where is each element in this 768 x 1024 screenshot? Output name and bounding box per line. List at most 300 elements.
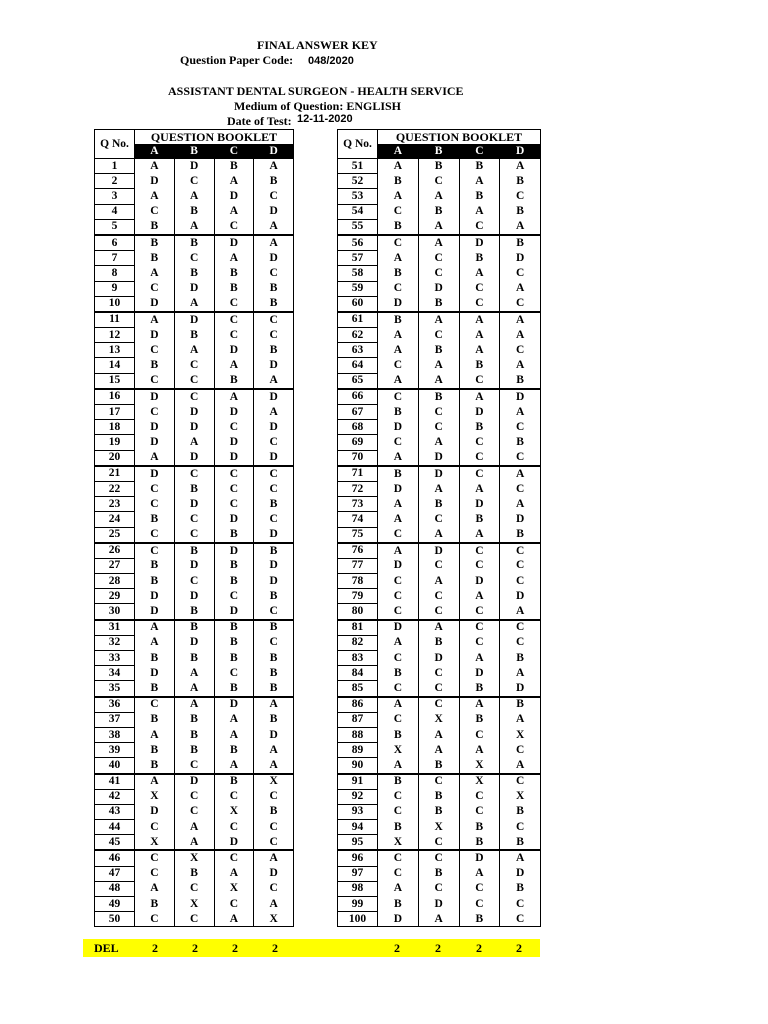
question-number: 22 [95, 481, 135, 496]
answer-b: A [174, 296, 214, 312]
answer-d: C [254, 635, 294, 650]
question-number: 62 [338, 328, 378, 343]
table-row [95, 835, 294, 851]
answer-a: A [378, 543, 419, 559]
answer-c: B [459, 681, 500, 697]
answer-d: C [500, 743, 541, 758]
answer-a: B [135, 219, 175, 235]
answer-a: C [378, 681, 419, 697]
table-row [95, 620, 294, 636]
question-number: 21 [95, 466, 135, 482]
answer-b: B [418, 635, 459, 650]
answer-b: B [174, 866, 214, 881]
answer-a: C [378, 389, 419, 405]
answer-c: D [214, 835, 254, 851]
answer-d: A [500, 850, 541, 866]
question-number: 89 [338, 743, 378, 758]
answer-c: B [214, 651, 254, 666]
answer-c: A [214, 251, 254, 266]
table-row [95, 804, 294, 819]
question-number: 27 [95, 558, 135, 573]
answer-a: A [378, 450, 419, 466]
answer-d: C [500, 420, 541, 435]
del-left-d: 2 [272, 941, 278, 955]
answer-d: X [254, 912, 294, 927]
answer-b: D [174, 497, 214, 512]
question-number: 79 [338, 589, 378, 604]
question-number: 86 [338, 697, 378, 713]
answer-c: B [459, 820, 500, 835]
answer-b: B [418, 758, 459, 774]
answer-c: D [214, 405, 254, 420]
table-row [95, 774, 294, 790]
answer-d: D [254, 527, 294, 543]
answer-b: X [418, 820, 459, 835]
answer-d: C [254, 328, 294, 343]
question-number: 82 [338, 635, 378, 650]
answer-c: C [459, 558, 500, 573]
answer-b: C [418, 251, 459, 266]
answer-d: D [500, 866, 541, 881]
answer-b: D [174, 420, 214, 435]
table-row [95, 651, 294, 666]
question-number: 19 [95, 435, 135, 450]
table-row [338, 189, 541, 204]
answer-d: B [500, 373, 541, 389]
table-row [95, 635, 294, 650]
answer-c: A [459, 312, 500, 328]
table-row [95, 758, 294, 774]
question-number: 26 [95, 543, 135, 559]
table-row [338, 758, 541, 774]
answer-a: B [135, 558, 175, 573]
answer-d: A [254, 373, 294, 389]
table-row [338, 405, 541, 420]
del-right-d: 2 [516, 941, 522, 955]
answer-c: C [459, 804, 500, 819]
answer-b: D [174, 589, 214, 604]
answer-d: B [254, 543, 294, 559]
answer-c: X [459, 758, 500, 774]
answer-d: B [254, 281, 294, 296]
answer-a: C [135, 912, 175, 927]
answer-b: D [174, 405, 214, 420]
answer-d: A [500, 219, 541, 235]
table-row [95, 527, 294, 543]
table-row [95, 497, 294, 512]
answer-d: A [500, 358, 541, 373]
answer-a: A [135, 881, 175, 896]
answer-d: A [500, 159, 541, 174]
table-row [95, 358, 294, 373]
question-number: 57 [338, 251, 378, 266]
paper-code-label: Question Paper Code: [180, 53, 294, 67]
answer-b: B [418, 497, 459, 512]
answer-c: D [214, 435, 254, 450]
answer-c: D [214, 450, 254, 466]
table-row [95, 219, 294, 235]
answer-d: C [500, 343, 541, 358]
column-c: C [214, 145, 254, 159]
answer-a: D [135, 466, 175, 482]
answer-a: D [135, 328, 175, 343]
answer-d: C [500, 543, 541, 559]
column-a: A [135, 145, 175, 159]
answer-b: B [174, 727, 214, 742]
paper-code: 048/2020 [308, 55, 354, 67]
answer-a: D [378, 296, 419, 312]
answer-b: B [174, 604, 214, 620]
table-row [95, 727, 294, 742]
question-number: 24 [95, 512, 135, 527]
answer-d: D [254, 389, 294, 405]
answer-b: D [174, 159, 214, 174]
answer-b: D [418, 450, 459, 466]
answer-b: A [418, 481, 459, 496]
answer-a: B [378, 820, 419, 835]
answer-b: A [418, 620, 459, 636]
answer-b: A [418, 435, 459, 450]
answer-d: B [254, 620, 294, 636]
table-row [338, 712, 541, 727]
table-row [338, 174, 541, 189]
table-row [95, 328, 294, 343]
table-row [338, 574, 541, 589]
answer-a: A [135, 266, 175, 281]
answer-c: A [459, 328, 500, 343]
answer-c: C [459, 450, 500, 466]
answer-c: D [459, 235, 500, 251]
qno-header: Q No. [338, 130, 378, 159]
table-row [95, 543, 294, 559]
answer-b: C [418, 174, 459, 189]
question-number: 78 [338, 574, 378, 589]
answer-a: A [135, 312, 175, 328]
answer-a: A [378, 328, 419, 343]
answer-a: C [135, 481, 175, 496]
answer-b: A [418, 219, 459, 235]
del-right-b: 2 [435, 941, 441, 955]
answer-a: B [378, 727, 419, 742]
answer-a: A [378, 497, 419, 512]
answer-d: A [254, 219, 294, 235]
table-row [95, 189, 294, 204]
answer-d: D [500, 512, 541, 527]
question-number: 68 [338, 420, 378, 435]
question-number: 83 [338, 651, 378, 666]
answer-b: C [418, 881, 459, 896]
answer-c: B [214, 681, 254, 697]
answer-c: C [214, 420, 254, 435]
table-row [338, 558, 541, 573]
table-row [338, 912, 541, 927]
answer-c: B [459, 189, 500, 204]
answer-a: B [135, 251, 175, 266]
answer-c: D [459, 574, 500, 589]
question-number: 88 [338, 727, 378, 742]
answer-c: A [214, 727, 254, 742]
answer-b: A [174, 820, 214, 835]
answer-b: B [418, 389, 459, 405]
answer-c: C [214, 589, 254, 604]
answer-b: C [174, 358, 214, 373]
question-number: 32 [95, 635, 135, 650]
answer-d: B [500, 881, 541, 896]
answer-a: D [135, 174, 175, 189]
answer-c: A [214, 389, 254, 405]
answer-d: A [500, 328, 541, 343]
table-row [95, 866, 294, 881]
answer-d: B [254, 174, 294, 189]
answer-d: D [500, 251, 541, 266]
answer-b: A [174, 681, 214, 697]
answer-b: A [418, 373, 459, 389]
table-row [95, 697, 294, 713]
answer-a: C [378, 281, 419, 296]
answer-d: B [500, 804, 541, 819]
answer-b: C [174, 527, 214, 543]
question-number: 34 [95, 666, 135, 681]
answer-c: C [459, 604, 500, 620]
answer-a: C [378, 574, 419, 589]
question-number: 8 [95, 266, 135, 281]
table-row [338, 727, 541, 742]
question-number: 15 [95, 373, 135, 389]
table-row [95, 312, 294, 328]
question-number: 30 [95, 604, 135, 620]
table-row [95, 912, 294, 927]
answer-d: A [500, 466, 541, 482]
answer-b: C [418, 697, 459, 713]
answer-c: C [214, 497, 254, 512]
answer-c: A [459, 266, 500, 281]
answer-c: A [459, 866, 500, 881]
question-number: 10 [95, 296, 135, 312]
del-label: DEL [94, 941, 119, 955]
table-row [338, 389, 541, 405]
answer-d: C [500, 620, 541, 636]
answer-a: B [378, 774, 419, 790]
answer-d: C [254, 820, 294, 835]
answer-b: A [174, 219, 214, 235]
answer-b: D [174, 450, 214, 466]
answer-b: C [418, 589, 459, 604]
answer-d: C [500, 635, 541, 650]
answer-c: C [214, 897, 254, 912]
answer-a: B [378, 266, 419, 281]
question-number: 67 [338, 405, 378, 420]
answer-c: D [214, 343, 254, 358]
answer-d: B [254, 804, 294, 819]
answer-b: C [418, 266, 459, 281]
table-row [338, 219, 541, 235]
answer-c: C [459, 435, 500, 450]
answer-d: C [254, 835, 294, 851]
answer-a: B [135, 512, 175, 527]
answer-d: C [500, 897, 541, 912]
answer-c: C [214, 312, 254, 328]
answer-d: A [500, 405, 541, 420]
question-number: 9 [95, 281, 135, 296]
table-row [95, 174, 294, 189]
answer-a: C [378, 604, 419, 620]
table-row [95, 512, 294, 527]
answer-d: C [254, 881, 294, 896]
answer-key-title: FINAL ANSWER KEY [257, 38, 378, 52]
answer-c: A [459, 651, 500, 666]
table-row [338, 281, 541, 296]
answer-a: C [378, 204, 419, 219]
answer-a: D [135, 804, 175, 819]
answer-a: B [135, 235, 175, 251]
del-left-c: 2 [232, 941, 238, 955]
table-row [95, 574, 294, 589]
table-row [95, 204, 294, 219]
answer-a: D [378, 620, 419, 636]
answer-a: B [135, 712, 175, 727]
answer-c: C [459, 373, 500, 389]
answer-d: C [500, 558, 541, 573]
answer-c: C [214, 850, 254, 866]
answer-b: C [174, 758, 214, 774]
answer-table-left [94, 129, 294, 927]
answer-a: A [378, 635, 419, 650]
table-row [338, 527, 541, 543]
answer-a: X [378, 835, 419, 851]
table-row [95, 373, 294, 389]
answer-a: A [378, 189, 419, 204]
question-number: 61 [338, 312, 378, 328]
answer-c: C [459, 296, 500, 312]
answer-a: C [135, 405, 175, 420]
answer-b: X [174, 850, 214, 866]
answer-a: D [378, 481, 419, 496]
answer-c: X [214, 881, 254, 896]
question-number: 55 [338, 219, 378, 235]
answer-c: C [459, 897, 500, 912]
answer-c: C [459, 789, 500, 804]
question-number: 95 [338, 835, 378, 851]
answer-a: C [378, 789, 419, 804]
answer-c: B [459, 712, 500, 727]
answer-d: C [254, 604, 294, 620]
answer-c: B [214, 558, 254, 573]
answer-d: B [254, 589, 294, 604]
question-number: 41 [95, 774, 135, 790]
answer-d: A [254, 159, 294, 174]
post-name: ASSISTANT DENTAL SURGEON - HEALTH SERVICE [168, 84, 464, 98]
question-number: 94 [338, 820, 378, 835]
answer-c: C [459, 727, 500, 742]
answer-d: A [500, 712, 541, 727]
answer-b: B [174, 235, 214, 251]
answer-b: A [418, 527, 459, 543]
answer-c: B [214, 635, 254, 650]
answer-c: A [459, 697, 500, 713]
answer-c: A [214, 712, 254, 727]
table-row [95, 881, 294, 896]
answer-b: A [174, 189, 214, 204]
answer-a: A [378, 758, 419, 774]
question-number: 52 [338, 174, 378, 189]
question-number: 43 [95, 804, 135, 819]
answer-a: D [135, 435, 175, 450]
question-number: 48 [95, 881, 135, 896]
answer-a: C [135, 497, 175, 512]
answer-c: A [214, 204, 254, 219]
answer-b: D [418, 897, 459, 912]
answer-a: C [378, 527, 419, 543]
answer-a: D [135, 589, 175, 604]
question-number: 65 [338, 373, 378, 389]
answer-b: C [418, 405, 459, 420]
answer-b: A [418, 743, 459, 758]
answer-b: C [174, 789, 214, 804]
question-number: 4 [95, 204, 135, 219]
answer-d: A [500, 281, 541, 296]
answer-d: C [500, 774, 541, 790]
answer-b: D [174, 635, 214, 650]
table-row [95, 558, 294, 573]
answer-a: C [135, 204, 175, 219]
answer-b: B [174, 266, 214, 281]
answer-c: B [459, 358, 500, 373]
question-number: 71 [338, 466, 378, 482]
answer-a: B [378, 312, 419, 328]
answer-b: B [418, 866, 459, 881]
answer-a: B [378, 666, 419, 681]
answer-c: B [214, 743, 254, 758]
answer-d: D [500, 681, 541, 697]
answer-a: C [135, 281, 175, 296]
answer-b: D [174, 558, 214, 573]
answer-c: C [459, 620, 500, 636]
answer-a: X [135, 835, 175, 851]
table-row [338, 604, 541, 620]
table-row [338, 651, 541, 666]
table-row [95, 296, 294, 312]
question-number: 5 [95, 219, 135, 235]
answer-b: B [174, 712, 214, 727]
answer-c: C [459, 219, 500, 235]
table-row [338, 312, 541, 328]
answer-c: D [214, 604, 254, 620]
answer-b: D [174, 774, 214, 790]
answer-b: C [418, 558, 459, 573]
question-number: 37 [95, 712, 135, 727]
answer-a: X [135, 789, 175, 804]
table-row [338, 866, 541, 881]
table-row [338, 481, 541, 496]
answer-a: A [378, 159, 419, 174]
answer-d: C [500, 189, 541, 204]
question-number: 99 [338, 897, 378, 912]
booklet-header: QUESTION BOOKLET [135, 130, 294, 145]
question-number: 39 [95, 743, 135, 758]
question-number: 76 [338, 543, 378, 559]
test-date: 12-11-2020 [297, 113, 353, 125]
answer-c: C [459, 466, 500, 482]
answer-c: X [459, 774, 500, 790]
answer-d: A [500, 604, 541, 620]
answer-c: A [459, 174, 500, 189]
table-row [95, 435, 294, 450]
answer-b: A [418, 574, 459, 589]
table-row [95, 481, 294, 496]
answer-b: D [418, 281, 459, 296]
answer-b: A [418, 235, 459, 251]
table-row [338, 266, 541, 281]
